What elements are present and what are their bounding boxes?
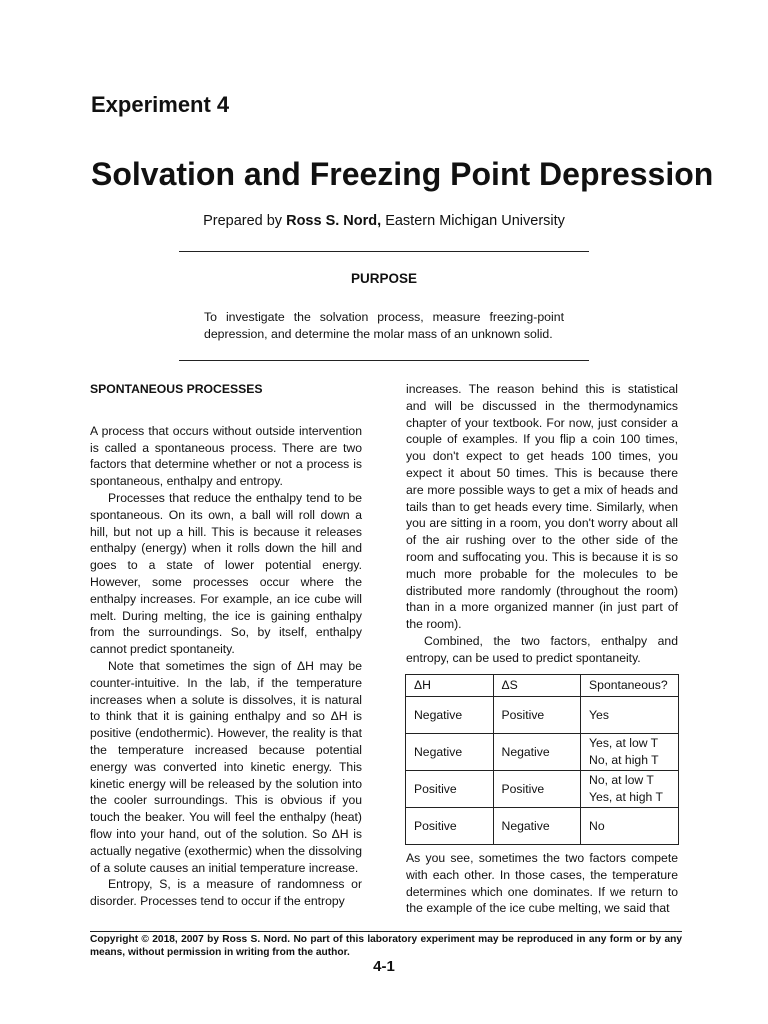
byline-affiliation: Eastern Michigan University xyxy=(381,213,565,229)
byline-author: Ross S. Nord, xyxy=(286,213,382,229)
table-header-row xyxy=(406,675,679,697)
experiment-label: Experiment 4 xyxy=(91,92,230,117)
left-column xyxy=(90,381,362,910)
paragraph: Combined, the two factors, enthalpy and entropy, can be used to predict spontaneity. xyxy=(406,633,678,665)
table-cell-line: Yes, at low T xyxy=(589,736,659,750)
page-title: Solvation and Freezing Point Depression xyxy=(91,156,714,192)
byline-prefix: Prepared by xyxy=(203,213,287,229)
spontaneity-table xyxy=(405,674,679,845)
paragraph: Note that sometimes the sign of ΔH may be counter-intuitive. In the lab, if the temperature increases when a solute is dissolves, it is natural to think that it is gaining enthalpy and so ΔH is positive (endothermic). However, the reality is that the temperature increased because potential energy was converted into kinetic energy. This kinetic energy will be released by the solution into the cooler surroundings. This is obvious if you touch the beaker. You will feel the enthalpy (heat) flow into your hand, out of the solution. So ΔH is actually negative (exothermic) when the dissolving of a solute causes an initial temperature increase. xyxy=(90,658,362,875)
page-number: 4-1 xyxy=(373,958,395,975)
table-cell: Negative xyxy=(493,734,581,771)
divider-top xyxy=(179,251,589,252)
table-header-cell: ΔH xyxy=(406,675,494,697)
paragraph: Processes that reduce the enthalpy tend to be spontaneous. On its own, a ball will roll down a hill, but not up a hill. This is because it releases enthalpy (energy) when it rolls down the hill and goes to a state of lower potential energy. However, some processes occur where the enthalpy increases. For example, an ice cube will melt. During melting, the ice is gaining enthalpy from the surroundings. So, by itself, enthalpy cannot predict spontaneity. xyxy=(90,490,362,657)
purpose-text: To investigate the solvation process, measure freezing-point depression, and determine the molar mass of an unknown solid. xyxy=(204,310,564,341)
divider-bottom xyxy=(179,360,589,361)
table-cell: Negative xyxy=(406,734,494,771)
table-row xyxy=(406,808,679,845)
purpose-heading: PURPOSE xyxy=(350,271,418,286)
table-row xyxy=(406,771,679,808)
table-cell-line: No, at low T xyxy=(589,773,654,787)
table-header-cell: ΔS xyxy=(493,675,581,697)
table-cell: Yes xyxy=(581,697,679,734)
paragraph: As you see, sometimes the two factors compete with each other. In those cases, the temperature determines which one dominates. If we return to the example of the ice cube melting, we said that xyxy=(406,851,678,916)
table-cell-line: Yes, at high T xyxy=(589,790,663,804)
copyright-notice: Copyright © 2018, 2007 by Ross S. Nord. No part of this laboratory experiment may be reproduced in any form or by any means, without permission in writing from the author. xyxy=(90,934,682,958)
table-cell: Negative xyxy=(406,697,494,734)
table-cell-line: No, at high T xyxy=(589,753,659,767)
table-row xyxy=(406,697,679,734)
table-cell: Positive xyxy=(406,771,494,808)
table-row xyxy=(406,734,679,771)
paragraph: Entropy, S, is a measure of randomness or disorder. Processes tend to occur if the entropy xyxy=(90,877,362,909)
table-cell: Positive xyxy=(406,808,494,845)
table-cell: Negative xyxy=(493,808,581,845)
paragraph: A process that occurs without outside intervention is called a spontaneous process. There are two factors that determine whether or not a process is spontaneous, enthalpy and entropy. xyxy=(90,423,362,489)
table-header-cell: Spontaneous? xyxy=(581,675,679,697)
byline xyxy=(0,213,768,229)
table-cell xyxy=(581,771,679,808)
table-cell: Positive xyxy=(493,771,581,808)
paragraph: increases. The reason behind this is statistical and will be discussed in the thermodynamics chapter of your textbook. For now, just consider a couple of examples. If you flip a coin 100 times, you don't expect to get heads 100 times, you expect it about 50 times. This is because there are more possible ways to get a mix of heads and tails than to get heads every time. Similarly, when you are sitting in a room, you don't worry about all of the air rushing over to the other side of the room and suffocating you. This is because it is so much more probable for the molecules to be distributed more randomly (throughout the room) than in a more organized manner (in just part of the room). xyxy=(406,382,678,632)
table-cell xyxy=(581,734,679,771)
footer-rule xyxy=(90,931,682,932)
table-cell: No xyxy=(581,808,679,845)
right-column xyxy=(406,381,678,667)
section-heading: SPONTANEOUS PROCESSES xyxy=(90,382,263,396)
right-column-continued xyxy=(406,850,678,917)
table-cell: Positive xyxy=(493,697,581,734)
